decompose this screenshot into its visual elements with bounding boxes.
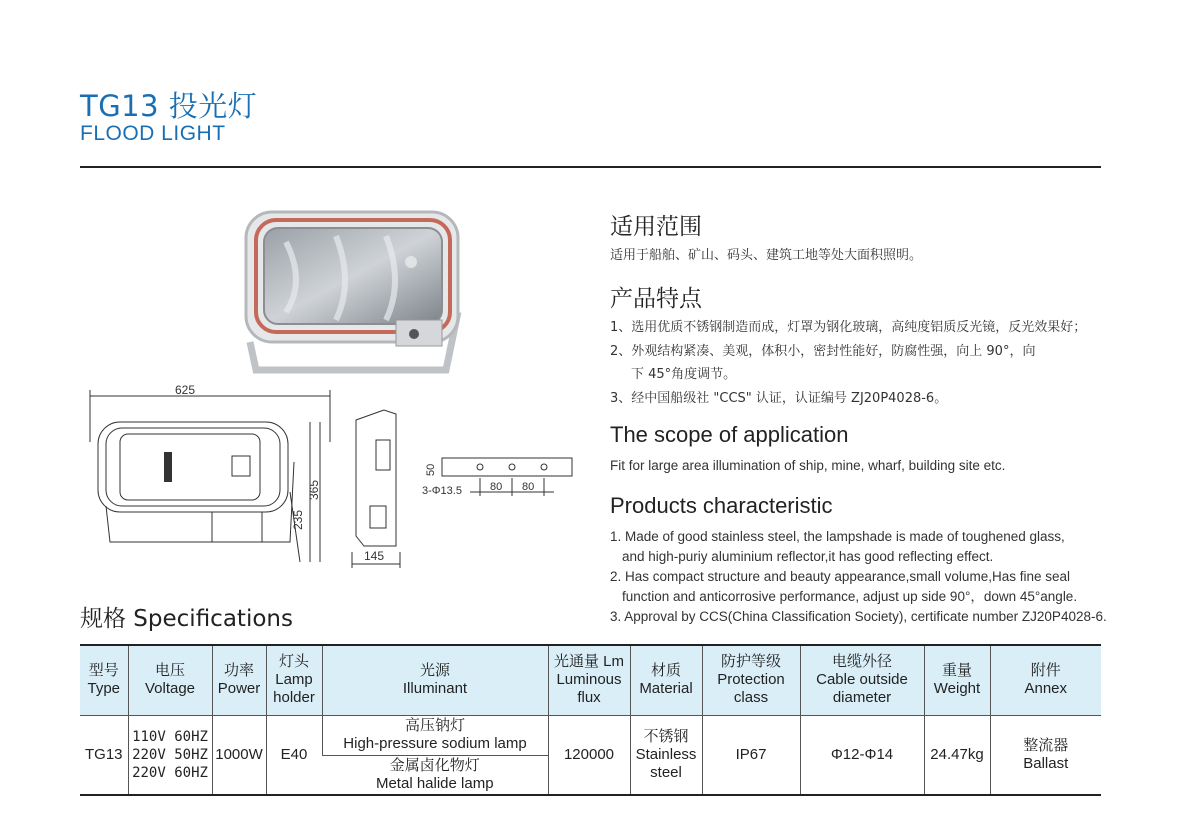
cell-protection: IP67: [702, 715, 800, 795]
features-cn-heading: 产品特点: [610, 286, 702, 312]
title-divider: [80, 166, 1101, 168]
dim-height2: 235: [291, 509, 305, 530]
table-row: [80, 715, 1101, 755]
col-illuminant: 光源 Illuminant: [322, 645, 548, 715]
cell-weight: 24.47kg: [924, 715, 990, 795]
cell-material: 不锈钢 Stainless steel: [630, 715, 702, 795]
front-view-drawing: [80, 382, 340, 582]
col-annex: 附件 Annex: [990, 645, 1101, 715]
product-photo: [236, 192, 466, 380]
table-header-row: [80, 645, 1101, 715]
col-power: 功率 Power: [212, 645, 266, 715]
cell-holder: E40: [266, 715, 322, 795]
side-view-drawing: [344, 396, 414, 572]
scope-en-heading: The scope of application: [610, 422, 849, 447]
page-title: TG13 投光灯: [80, 89, 258, 123]
cell-illuminant-a: 高压钠灯 High-pressure sodium lamp: [322, 715, 548, 755]
col-weight: 重量 Weight: [924, 645, 990, 715]
bracket-drawing: [420, 450, 580, 506]
col-flux: 光通量 Lm Luminous flux: [548, 645, 630, 715]
cell-voltage: 110V 60HZ 220V 50HZ 220V 60HZ: [128, 715, 212, 795]
dim-width: 625: [175, 383, 196, 397]
scope-en-text: Fit for large area illumination of ship, mine, wharf, building site etc.: [610, 458, 1006, 473]
cell-type: TG13: [84, 745, 123, 763]
col-voltage: 电压 Voltage: [128, 645, 212, 715]
specifications-title: 规格 Specifications: [80, 606, 293, 632]
features-cn-item: 3、经中国船级社 "CCS" 认证，认证编号 ZJ20P4028-6。: [610, 391, 948, 406]
dim-bracket-pitch2: 80: [522, 481, 535, 493]
features-en-item: and high-puriy aluminium reflector,it has good reflecting effect.: [622, 549, 994, 564]
specifications-table: [80, 644, 1101, 796]
cell-power: 1000W: [212, 715, 266, 795]
scope-cn-text: 适用于船舶、矿山、码头、建筑工地等处大面积照明。: [610, 248, 923, 263]
features-en-item: function and anticorrosive performance, adjust up side 90°，down 45°angle.: [622, 589, 1078, 604]
cell-cable: Φ12-Φ14: [800, 715, 924, 795]
features-cn-item: 2、外观结构紧凑、美观，体积小，密封性能好，防腐性强，向上 90°，向: [610, 344, 1036, 359]
features-en-item: 2. Has compact structure and beauty appearance,small volume,Has fine seal: [610, 569, 1070, 584]
dim-height: 365: [307, 479, 321, 500]
col-holder: 灯头 Lamp holder: [266, 645, 322, 715]
features-en-item: 1. Made of good stainless steel, the lampshade is made of toughened glass,: [610, 529, 1065, 544]
dim-depth: 145: [364, 549, 385, 563]
col-cable: 电缆外径 Cable outside diameter: [800, 645, 924, 715]
features-en-item: 3. Approval by CCS(China Classification Society), certificate number ZJ20P4028-6.: [610, 609, 1107, 624]
cell-illuminant-b: 金属卤化物灯 Metal halide lamp: [375, 756, 494, 792]
features-cn-item: 下 45°角度调节。: [631, 367, 737, 382]
features-cn-item: 1、选用优质不锈钢制造而成，灯罩为钢化玻璃，高纯度铝质反光镜，反光效果好；: [610, 320, 1087, 335]
dim-bracket-height: 50: [425, 463, 437, 476]
page-subtitle: FLOOD LIGHT: [80, 122, 226, 145]
dim-bracket-hole: 3-Φ13.5: [422, 485, 462, 497]
cell-annex: 整流器 Ballast: [990, 715, 1101, 795]
features-en-heading: Products characteristic: [610, 493, 833, 518]
cell-flux: 120000: [548, 715, 630, 795]
scope-cn-heading: 适用范围: [610, 214, 702, 240]
col-material: 材质 Material: [630, 645, 702, 715]
col-protection: 防护等级 Protection class: [702, 645, 800, 715]
col-type: 型号 Type: [80, 645, 128, 715]
dim-bracket-pitch1: 80: [490, 481, 503, 493]
